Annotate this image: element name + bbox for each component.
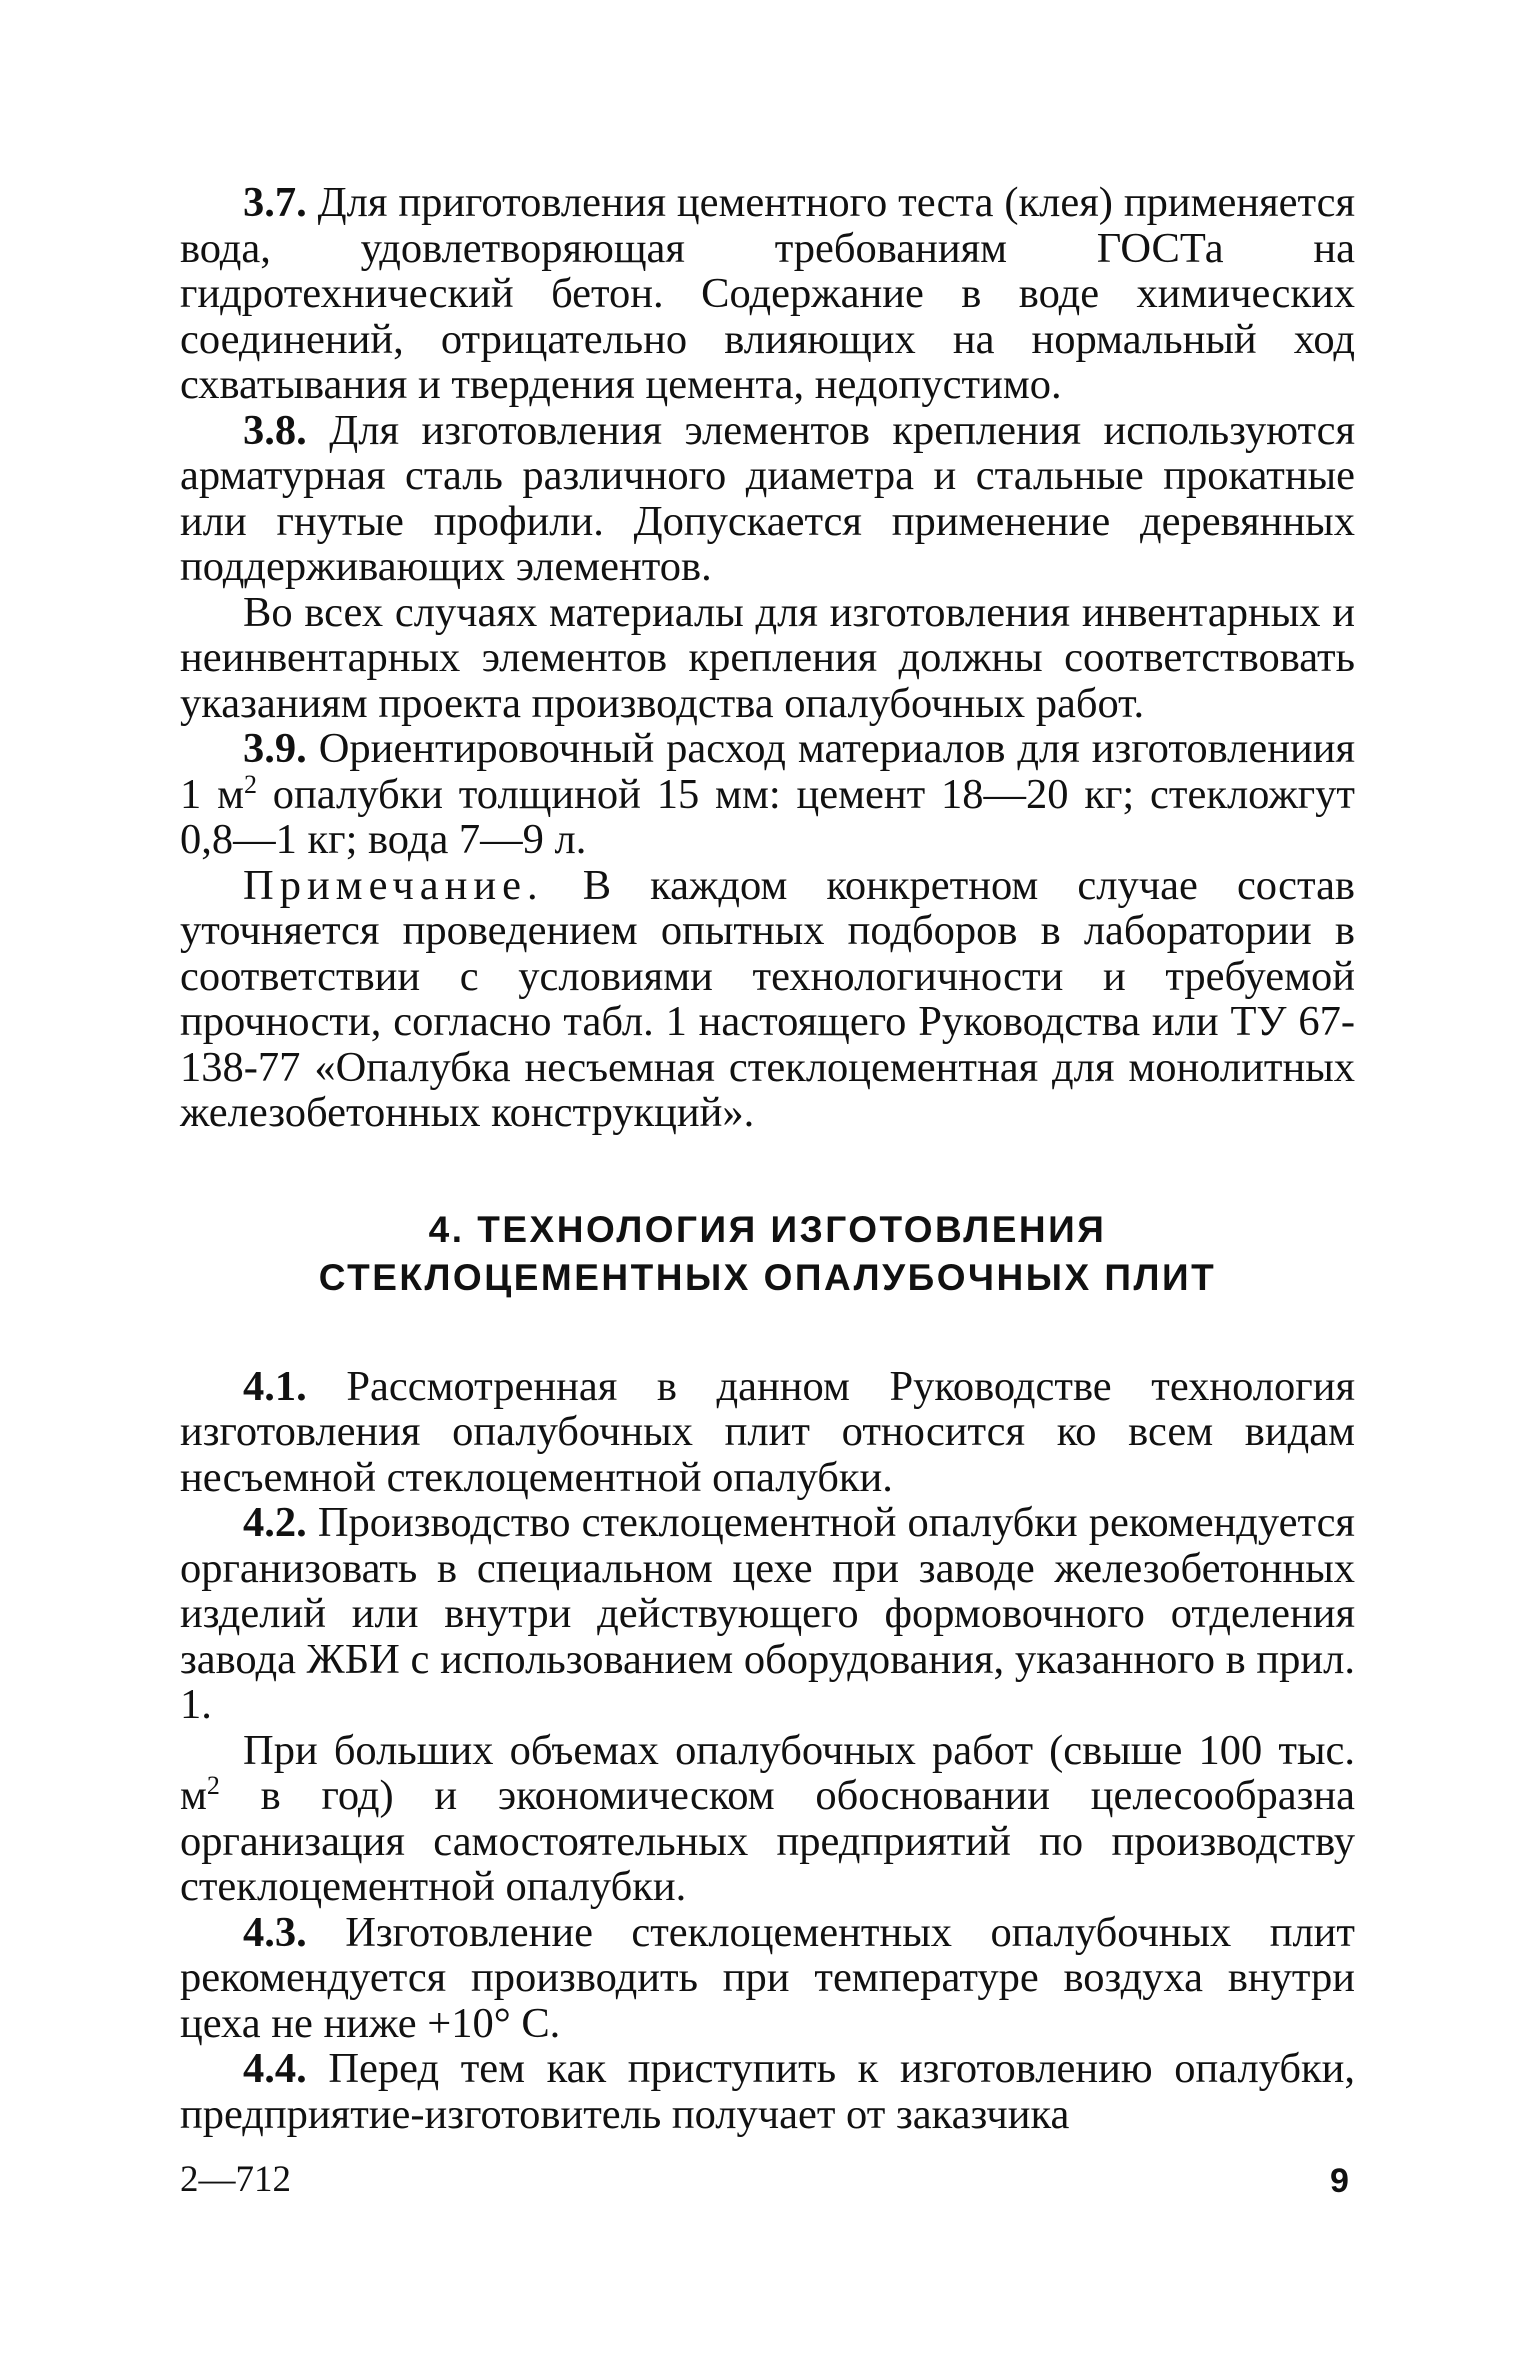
paragraph-number: 4.4.: [243, 2045, 307, 2092]
paragraph-4-2: [180, 1500, 1355, 1728]
note-label: Примечание.: [243, 861, 544, 909]
paragraph-text: опалубки толщиной 15 мм: цемент 18—20 кг; стекложгут 0,8—1 кг; вода 7—9 л.: [180, 770, 1355, 863]
document-page: [180, 180, 1355, 2137]
paragraph-4-1: [180, 1364, 1355, 1501]
paragraph-text: Рассмотренная в данном Руководстве технология изготовления опалубочных плит относится ко всем видам несъемной стеклоцементной опалубки.: [180, 1362, 1355, 1501]
paragraph-3-9: [180, 726, 1355, 863]
section-heading-line-2: СТЕКЛОЦЕМЕНТНЫХ ОПАЛУБОЧНЫХ ПЛИТ: [318, 1256, 1217, 1298]
paragraph-text: Для приготовления цементного теста (клея) применяется вода, удовлетворяющая требованиям ГОСТа на гидротехнический бетон. Содержание в воде химических соединений, отрицательно влияющих на нормальный ход схватывания и твердения цемента, недопустимо.: [180, 179, 1355, 408]
paragraph-number: 3.8.: [243, 406, 307, 454]
paragraph-text: Ориентировочный расход материалов для изготовлениия 1 м: [180, 725, 1355, 818]
paragraph-text: При больших объемах опалубочных работ (свыше 100 тыс. м: [180, 1726, 1355, 1819]
superscript: 2: [206, 1770, 220, 1800]
section-heading: [180, 1206, 1355, 1302]
note-text: В каждом конкретном случае состав уточняется проведением опытных подборов в лаборатории в соответствии с условиями технологичности и требуемой прочности, согласно табл. 1 настоящего Руководства или ТУ 67-138-77 «Опалубка несъемная стеклоцементная для монолитных железобетонных конструкций».: [180, 861, 1355, 1136]
printer-signature: 2—712: [180, 2159, 291, 2200]
note-paragraph: [180, 863, 1355, 1136]
paragraph-text: Перед тем как приступить к изготовлению опалубки, предприятие-изготовитель получает от заказчика: [180, 2045, 1355, 2138]
superscript: 2: [243, 769, 257, 799]
paragraph-text: в год) и экономическом обосновании целесообразна организация самостоятельных предприятий по производству стеклоцементной опалубки.: [180, 1772, 1355, 1910]
paragraph-4-4: [180, 2046, 1355, 2137]
paragraph-text: Производство стеклоцементной опалубки рекомендуется организовать в специальном цехе при заводе железобетонных изделий или внутри действующего формовочного отделения завода ЖБИ с использованием оборудования, указанного в прил. 1.: [180, 1499, 1355, 1728]
paragraph-number: 3.9.: [243, 725, 307, 772]
paragraph-4-2-continued: [180, 1728, 1355, 1910]
paragraph-3-8: [180, 408, 1355, 590]
paragraph-number: 4.2.: [243, 1499, 307, 1546]
paragraph-number: 4.3.: [243, 1908, 307, 1956]
paragraph-3-7: [180, 180, 1355, 408]
paragraph-text: Изготовление стеклоцементных опалубочных плит рекомендуется производить при температуре воздуха внутри цеха не ниже +10° С.: [180, 1908, 1355, 2047]
paragraph-3-8-continued: [180, 590, 1355, 727]
paragraph-number: 4.1.: [243, 1362, 307, 1410]
paragraph-4-3: [180, 1910, 1355, 2047]
paragraph-text: Для изготовления элементов крепления используются арматурная сталь различного диаметра и стальные прокатные или гнутые профили. Допускается применение деревянных поддерживающих элементов.: [180, 406, 1355, 590]
page-number: 9: [1330, 2162, 1349, 2200]
paragraph-number: 3.7.: [243, 179, 307, 226]
paragraph-text: Во всех случаях материалы для изготовления инвентарных и неинвентарных элементов крепления должны соответствовать указаниям проекта производства опалубочных работ.: [180, 588, 1355, 727]
section-heading-line-1: 4. ТЕХНОЛОГИЯ ИЗГОТОВЛЕНИЯ: [428, 1208, 1107, 1250]
